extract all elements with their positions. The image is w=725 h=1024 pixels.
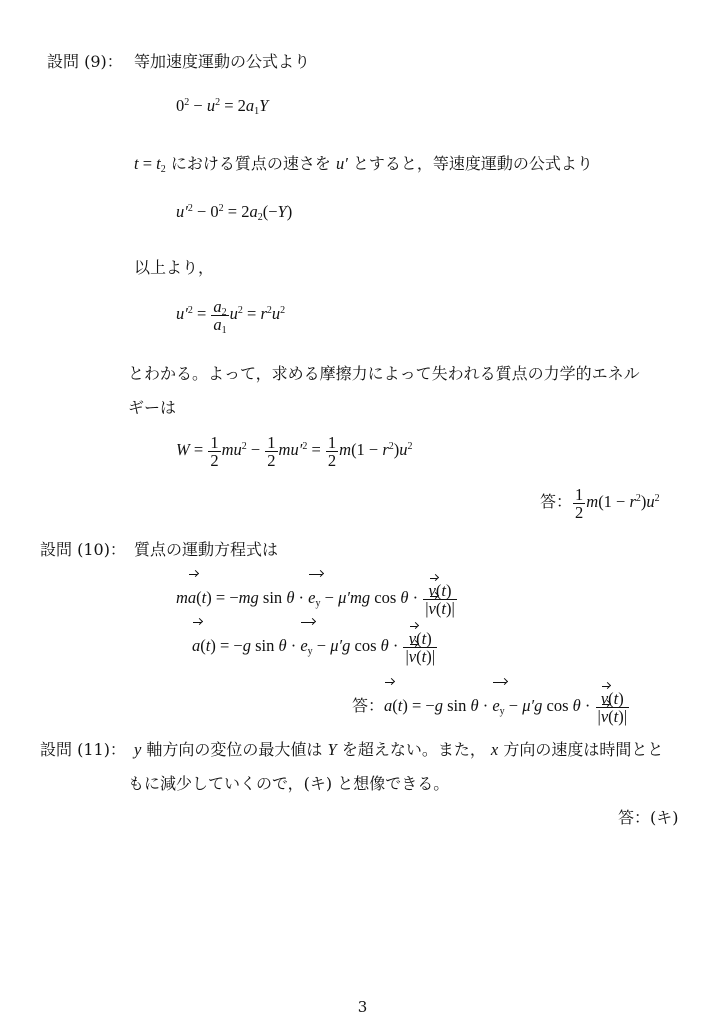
q9-answer-prefix: 答： (540, 492, 573, 511)
q10-answer: 答：a(t) = −g $\sin \theta \cdot e_y - \mu'g$ cos θ · $\frac{v(t)}{|v(t)|}$ (352, 686, 630, 726)
q11-text-part2: を超えない。また， (341, 740, 486, 759)
q11-answer: 答：(キ) (618, 808, 679, 827)
q10-equation-1: ma(t) = −mg $\sin \theta \cdot e_y - \mu'mg$ cos θ · $\frac{v(t)}{|v(t)|}$ (176, 578, 458, 618)
q9-energy-equation: W = $\frac{1}{2}$ $mu^2$ − $\frac{1}{2}$ $mu'^2$ = $\frac{1}{2}$ $m(1 - r^2)u^2$ (176, 432, 413, 470)
q9-answer: 答： $\frac{1}{2}$ $m(1 - r^2)u^2$ (540, 484, 660, 522)
q10-label: 設問 (10)： (40, 540, 126, 559)
q9-sentence-3: 以上より， (134, 258, 215, 277)
q11-text-line1: y 軸方向の変位の最大値は Y を超えない。また， x 方向の速度は時間とと (134, 740, 664, 759)
q11-text-line2: もに減少していくので，(キ) と想像できる。 (128, 774, 450, 793)
q9-equation-2: $u'^2 - 0^2 = 2a_2(-Y)$ (176, 202, 293, 223)
q11-label: 設問 (11)： (40, 740, 126, 759)
page-number: 3 (357, 998, 368, 1016)
q11-text-part1: 軸方向の変位の最大値は (146, 740, 323, 759)
q9-intro: 等加速度運動の公式より (134, 52, 311, 71)
q9-sentence-4-line1: とわかる。よって，求める摩擦力によって失われる質点の力学的エネル (128, 364, 640, 383)
q9-equation-1: $0^2 - u^2 = 2a_1Y$ (176, 96, 269, 117)
q10-intro: 質点の運動方程式は (134, 540, 279, 559)
q9-sentence-4-line2: ギーは (128, 398, 177, 417)
q9-equation-3: $u'^2$ = $\frac{a_2}{a_1}$ $u^2 = r^2u^2$ (176, 296, 286, 336)
q10-equation-2: a(t) = −g $\sin \theta \cdot e_y - \mu'g$ cos θ · $\frac{v(t)}{|v(t)|}$ (192, 626, 438, 666)
q10-answer-prefix: 答： (352, 696, 385, 715)
q9-label: 設問 (9)： (47, 52, 123, 71)
q9-sentence-2: $t = t_2$ における質点の速さを u′ とすると，等速度運動の公式より (134, 154, 593, 175)
q9-sentence-2b: とすると，等速度運動の公式より (352, 154, 593, 173)
q9-sentence-2a: における質点の速さを (170, 154, 331, 173)
q11-text-part3: 方向の速度は時間とと (503, 740, 664, 759)
